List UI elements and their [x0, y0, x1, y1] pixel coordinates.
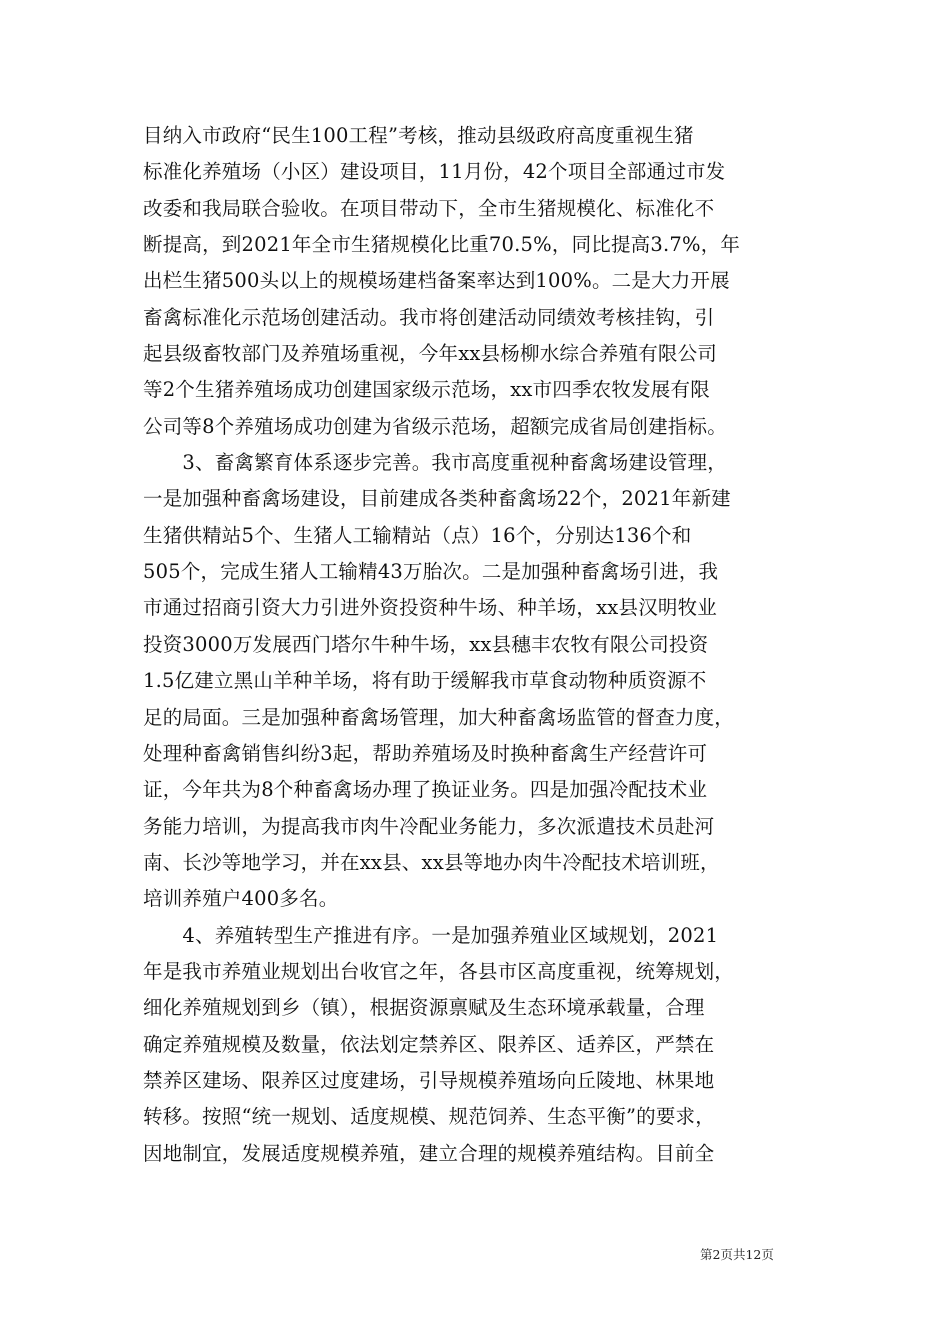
text-line: 细化养殖规划到乡（镇），根据资源禀赋及生态环境承载量，合理: [143, 996, 705, 1020]
text-line: 出栏生猪500头以上的规模场建档备案率达到100%。二是大力开展: [143, 269, 730, 293]
text-line: 年是我市养殖业规划出台收官之年，各县市区高度重视，统筹规划，: [143, 959, 735, 983]
text-line: 禁养区建场、限养区过度建场，引导规模养殖场向丘陵地、林果地: [143, 1068, 715, 1092]
page-number: 第2页共12页: [700, 1247, 774, 1262]
text-line: 务能力培训，为提高我市肉牛冷配业务能力，多次派遣技术员赴河: [143, 814, 715, 838]
text-line: 确定养殖规模及数量，依法划定禁养区、限养区、适养区，严禁在: [143, 1032, 715, 1056]
text-line: 投资3000万发展西门塔尔牛种牛场，xx县穗丰农牧有限公司投资: [143, 632, 709, 656]
text-line: 公司等8个养殖场成功创建为省级示范场，超额完成省局创建指标。: [143, 414, 727, 438]
text-line: 目纳入市政府“民生100工程”考核，推动县级政府高度重视生猪: [143, 124, 694, 147]
text-line: 一是加强种畜禽场建设，目前建成各类种畜禽场22个，2021年新建: [143, 487, 731, 511]
text-line: 畜禽标准化示范场创建活动。我市将创建活动同绩效考核挂钩，引: [143, 305, 715, 329]
text-line: 因地制宜，发展适度规模养殖，建立合理的规模养殖结构。目前全: [143, 1141, 715, 1165]
text-line: 断提高，到2021年全市生猪规模化比重70.5%，同比提高3.7%，年: [143, 233, 741, 257]
text-line: 证，今年共为8个种畜禽场办理了换证业务。四是加强冷配技术业: [143, 778, 708, 802]
text-line: 标准化养殖场（小区）建设项目，11月份，42个项目全部通过市发: [143, 160, 726, 184]
text-line: 培训养殖户400多名。: [143, 887, 339, 911]
text-line: 改委和我局联合验收。在项目带动下，全市生猪规模化、标准化不: [143, 196, 715, 220]
text-line: 南、长沙等地学习，并在xx县、xx县等地办肉牛冷配技术培训班，: [143, 850, 720, 874]
body-text: [143, 118, 823, 1172]
text-line: 4、养殖转型生产推进有序。一是加强养殖业区域规划，2021: [143, 923, 719, 947]
text-line: 1.5亿建立黑山羊种羊场，将有助于缓解我市草食动物种质资源不: [143, 669, 707, 693]
text-line: 转移。按照“统一规划、适度规模、规范饲养、生态平衡”的要求，: [143, 1105, 715, 1129]
text-line: 起县级畜牧部门及养殖场重视，今年xx县杨柳水综合养殖有限公司: [143, 342, 717, 366]
text-line: 505个，完成生猪人工输精43万胎次。二是加强种畜禽场引进，我: [143, 560, 719, 584]
text-line: 等2个生猪养殖场成功创建国家级示范场，xx市四季农牧发展有限: [143, 378, 710, 402]
text-line: 生猪供精站5个、生猪人工输精站（点）16个，分别达136个和: [143, 523, 692, 547]
text-line: 3、畜禽繁育体系逐步完善。我市高度重视种畜禽场建设管理，: [143, 451, 727, 475]
text-line: 处理种畜禽销售纠纷3起，帮助养殖场及时换种畜禽生产经营许可: [143, 741, 708, 765]
text-line: 足的局面。三是加强种畜禽场管理，加大种畜禽场监管的督查力度，: [143, 705, 735, 729]
text-line: 市通过招商引资大力引进外资投资种牛场、种羊场，xx县汉明牧业: [143, 596, 717, 620]
